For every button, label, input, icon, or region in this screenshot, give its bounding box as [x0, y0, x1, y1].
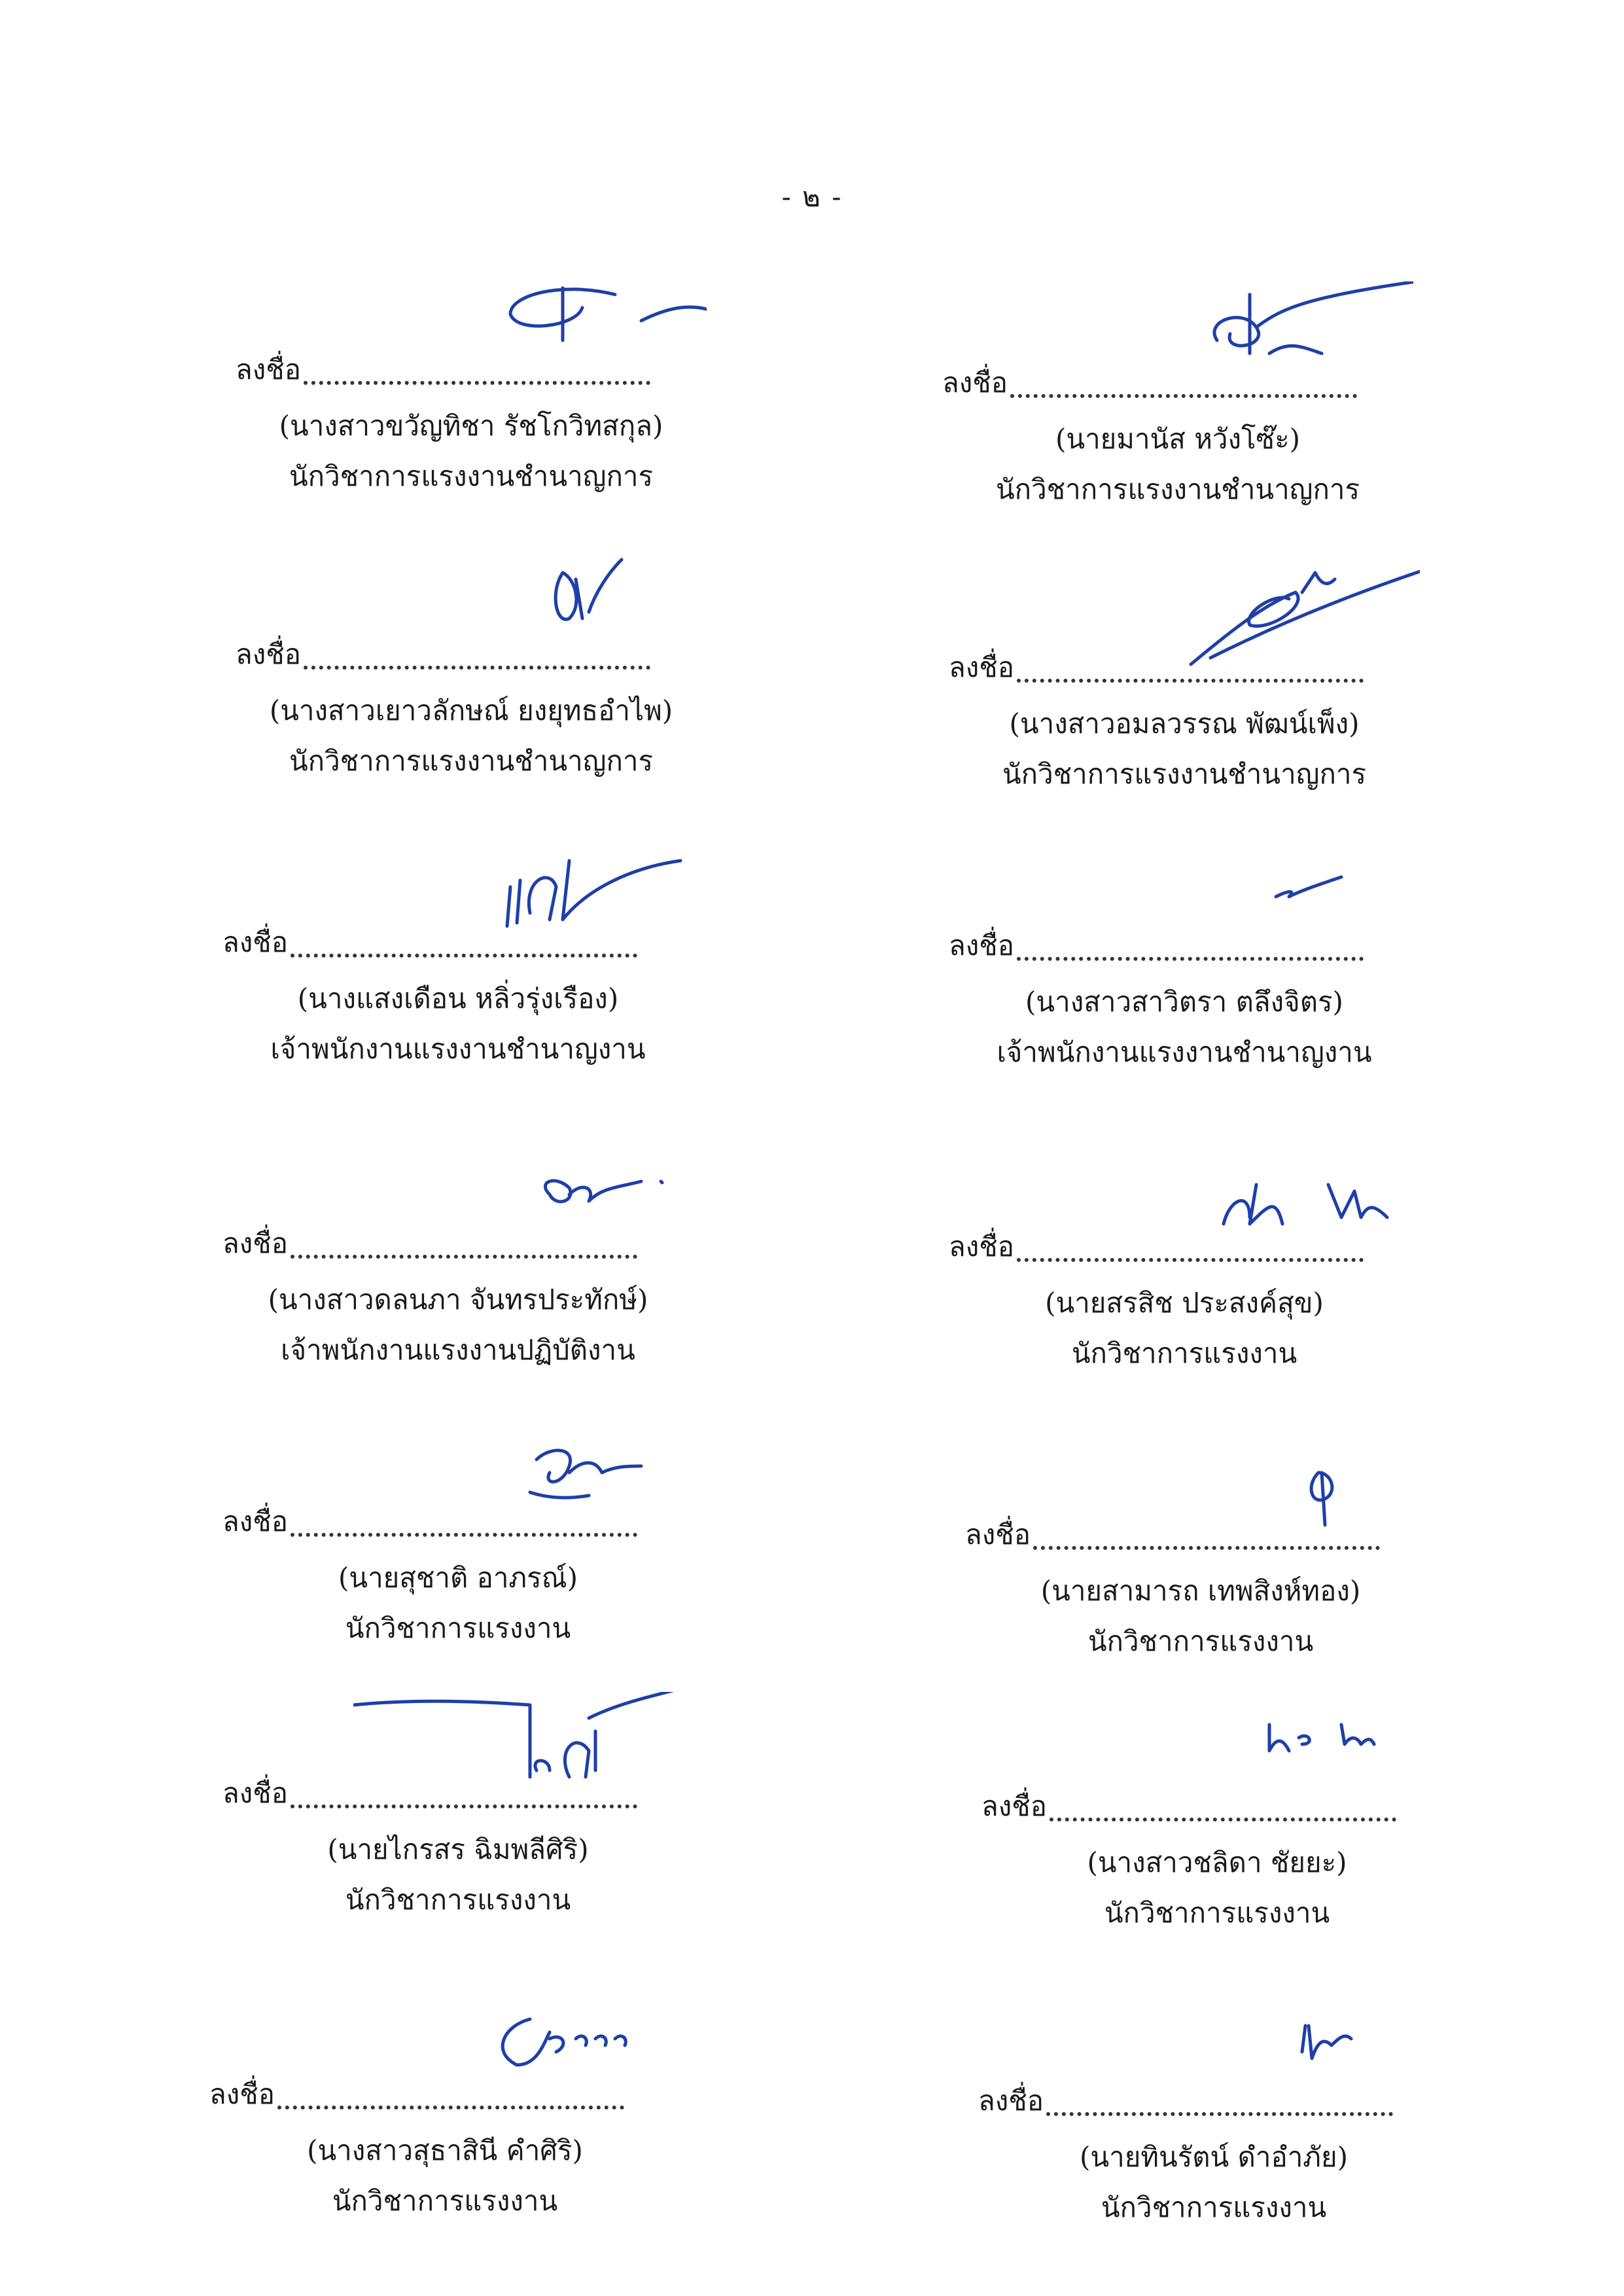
signature-block — [978, 2026, 1449, 2248]
signatory-name: (นายทินรัตน์ ดำอำภัย) — [1080, 2141, 1348, 2173]
signatory-name: (นางสาวชลิดา ชัยยะ) — [1087, 1846, 1347, 1878]
sign-label: ลงชื่อ — [949, 651, 1014, 683]
signatory-title: นักวิชาการแรงงาน — [1071, 1337, 1297, 1369]
sign-label: ลงชื่อ — [978, 2085, 1044, 2117]
signatory-name: (นายมานัส หวังโซ๊ะ) — [1055, 423, 1301, 455]
signature-block — [949, 1172, 1420, 1394]
signatory-name: (นางสาวสุธาสินี คำศิริ) — [307, 2134, 583, 2166]
signature-line — [291, 947, 637, 958]
signatory-title: นักวิชาการแรงงาน — [332, 2185, 558, 2217]
signature-block — [236, 295, 707, 517]
sign-label: ลงชื่อ — [222, 1777, 288, 1809]
signatory-title: เจ้าพนักงานแรงงานชำนาญงาน — [997, 1036, 1372, 1068]
signature-block — [236, 579, 707, 802]
signature-block — [981, 1731, 1453, 1954]
signature-block — [222, 1168, 694, 1391]
sign-label: ลงชื่อ — [236, 353, 301, 386]
signatory-name: (นางสาวขวัญทิชา รัชโกวิทสกุล) — [279, 410, 663, 442]
page-number: - ๒ - — [781, 181, 843, 213]
signature-block — [222, 867, 694, 1090]
sign-label: ลงชื่อ — [942, 367, 1008, 399]
signatory-name: (นางแสงเดือน หลิ่วรุ่งเรือง) — [297, 982, 619, 1014]
sign-label: ลงชื่อ — [949, 1230, 1014, 1263]
sign-label: ลงชื่อ — [222, 1505, 288, 1537]
signatory-title: นักวิชาการแรงงานชำนาญการ — [1002, 758, 1367, 790]
signature-block — [222, 1718, 694, 1941]
sign-label: ลงชื่อ — [222, 926, 288, 958]
sign-label: ลงชื่อ — [222, 1227, 288, 1259]
signatory-name: (นางสาวอมลวรรณ พัฒน์เพ็ง) — [1009, 708, 1360, 740]
signatory-title: นักวิชาการแรงงาน — [345, 1612, 571, 1644]
signatory-title: นักวิชาการแรงงาน — [1087, 1625, 1314, 1657]
signature-block — [949, 592, 1420, 815]
sign-label: ลงชื่อ — [965, 1518, 1031, 1551]
signature-line — [1017, 672, 1364, 683]
signatory-title: เจ้าพนักงานแรงงานชำนาญงาน — [270, 1033, 646, 1065]
signatory-name: (นางสาวเยาวลักษณ์ ยงยุทธอำไพ) — [269, 694, 673, 726]
signature-block — [965, 1460, 1436, 1682]
signature-block — [942, 308, 1413, 530]
signatory-title: นักวิชาการแรงงาน — [1104, 1897, 1330, 1929]
signatory-name: (นายสรสิช ประสงค์สุข) — [1045, 1287, 1324, 1319]
signatory-name: (นายสุชาติ อาภรณ์) — [338, 1562, 578, 1594]
signature-line — [1050, 1811, 1396, 1821]
signature-line — [277, 2099, 624, 2109]
signatory-title: นักวิชาการแรงงานชำนาญการ — [289, 745, 654, 777]
signatory-name: (นายไกรสร ฉิมพลีศิริ) — [327, 1833, 589, 1865]
signature-block — [222, 1446, 694, 1669]
signature-line — [304, 659, 650, 670]
signatory-title: นักวิชาการแรงงานชำนาญการ — [289, 460, 654, 492]
signature-line — [1017, 950, 1364, 961]
signatory-title: นักวิชาการแรงงาน — [345, 1884, 571, 1916]
sign-label: ลงชื่อ — [949, 929, 1014, 961]
signature-block — [949, 870, 1420, 1093]
signature-line — [291, 1248, 637, 1259]
signature-line — [1017, 1251, 1364, 1262]
sign-label: ลงชื่อ — [209, 2078, 275, 2110]
sign-label: ลงชื่อ — [236, 638, 301, 670]
signature-line — [304, 374, 650, 385]
signatory-name: (นายสามารถ เทพสิงห์ทอง) — [1040, 1575, 1361, 1607]
signatory-title: นักวิชาการแรงงาน — [1101, 2191, 1327, 2223]
signature-line — [1010, 387, 1357, 398]
signatory-name: (นางสาวสาวิตรา ตลึงจิตร) — [1025, 986, 1343, 1018]
signature-line — [291, 1798, 637, 1808]
signature-line — [1033, 1539, 1380, 1550]
signatory-title: นักวิชาการแรงงานชำนาญการ — [995, 473, 1360, 505]
signature-line — [1046, 2106, 1393, 2116]
signature-line — [291, 1526, 637, 1537]
sign-label: ลงชื่อ — [981, 1790, 1047, 1822]
signatory-title: เจ้าพนักงานแรงงานปฏิบัติงาน — [281, 1334, 635, 1366]
signature-block — [209, 2019, 680, 2242]
signatory-name: (นางสาวดลนภา จันทรประทักษ์) — [268, 1283, 648, 1316]
